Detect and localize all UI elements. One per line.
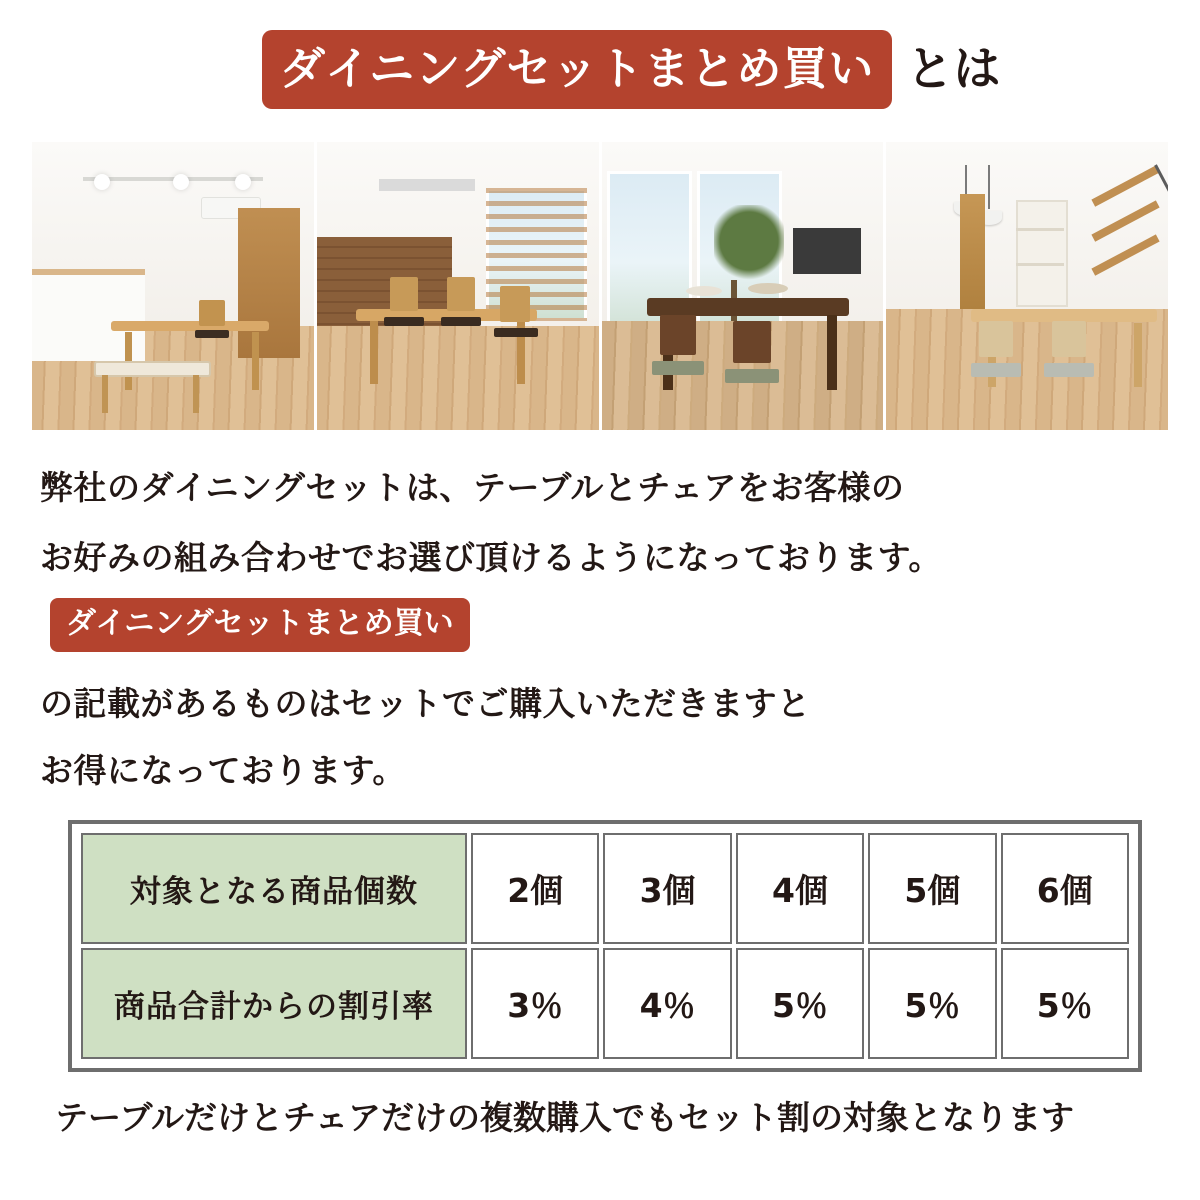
cell-quantity-3: 3個 (603, 833, 731, 944)
cell-discount-3: 4％ (603, 948, 731, 1059)
table-leg (252, 332, 259, 390)
shelf-unit (1016, 200, 1068, 308)
row-header-discount: 商品合計からの割引率 (81, 948, 467, 1059)
pendant-cord (988, 165, 990, 209)
spot-light (94, 174, 110, 190)
dining-chair (384, 277, 424, 352)
shelf-board (1016, 228, 1064, 231)
table-leg (370, 321, 378, 384)
dining-chair (725, 321, 779, 419)
table-leg (827, 315, 837, 390)
cell-quantity-6: 6個 (1001, 833, 1129, 944)
dining-chair (1044, 321, 1094, 413)
bench-leg (193, 375, 199, 412)
body-line-3: の記載があるものはセットでご購入いただきますと (40, 684, 811, 723)
dining-chair (195, 300, 229, 360)
floor (886, 309, 1168, 430)
dining-chair (494, 286, 538, 366)
room-photo-4 (886, 142, 1168, 430)
dining-chair (441, 277, 481, 352)
cell-discount-5: 5％ (868, 948, 996, 1059)
dining-table-top (647, 298, 850, 316)
cell-discount-2: 3％ (471, 948, 599, 1059)
spot-light (235, 174, 251, 190)
dining-chair (652, 315, 704, 411)
cell-discount-4: 5％ (736, 948, 864, 1059)
plant (714, 205, 784, 295)
inline-highlight-badge: ダイニングセットまとめ買い (50, 598, 470, 652)
title-badge: ダイニングセットまとめ買い (262, 30, 892, 109)
range-hood (379, 179, 475, 191)
dining-chair (971, 321, 1021, 413)
wood-column (960, 194, 985, 309)
room-photo-1 (32, 142, 314, 430)
wooden-door (238, 208, 300, 358)
tableware (686, 286, 722, 296)
cell-quantity-4: 4個 (736, 833, 864, 944)
bench-leg (102, 375, 108, 412)
table-leg (1134, 323, 1142, 386)
room-photo-3 (602, 142, 884, 430)
body-line-1: 弊社のダイニングセットは、テーブルとチェアをお客様の (40, 468, 905, 507)
row-header-quantity: 対象となる商品個数 (81, 833, 467, 944)
table-row (81, 833, 1129, 944)
cell-discount-6: 5％ (1001, 948, 1129, 1059)
body-line-2: お好みの組み合わせでお選び頂けるようになっております。 (40, 538, 942, 577)
photo-strip (32, 142, 1168, 430)
shelf-board (1016, 263, 1064, 266)
footnote: テーブルだけとチェアだけの複数購入でもセット割の対象となります (55, 1098, 1075, 1137)
cell-quantity-5: 5個 (868, 833, 996, 944)
dining-table-top (111, 321, 269, 331)
spot-light (173, 174, 189, 190)
cell-quantity-2: 2個 (471, 833, 599, 944)
tv (793, 228, 861, 274)
table-row (81, 948, 1129, 1059)
discount-table (68, 820, 1142, 1072)
page-title (262, 30, 1000, 109)
room-photo-2 (317, 142, 599, 430)
body-line-4: お得になっております。 (40, 751, 406, 790)
title-suffix: とは (906, 42, 1001, 97)
